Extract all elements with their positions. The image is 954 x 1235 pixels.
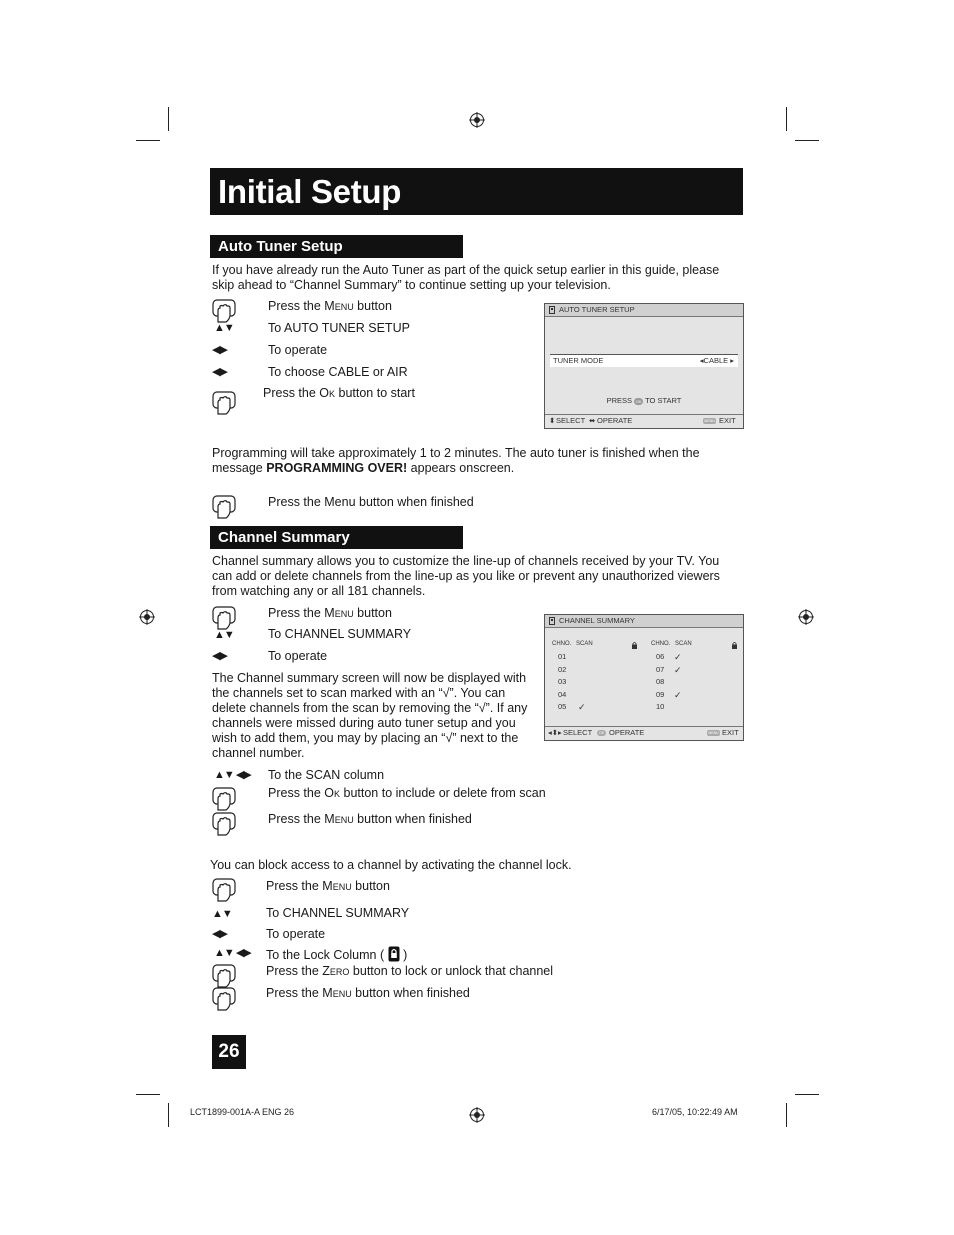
registration-mark-icon — [469, 112, 485, 128]
crop-mark — [795, 1094, 819, 1095]
step-press-menu-finished: Press the Menu button when finished — [268, 812, 472, 826]
hand-press-icon — [212, 877, 236, 903]
step-press-ok-include: Press the Ok button to include or delete from scan — [268, 786, 546, 800]
list-item: 08 — [656, 677, 665, 686]
step-press-menu-finished: Press the Menu button when finished — [266, 986, 470, 1000]
four-way-arrows-icon: ▲▼ ◀▶ — [214, 769, 251, 781]
channel-summary-description: The Channel summary screen will now be displayed with the channels set to scan marked with an “√”. You can delete channels from the scan by removing the “√”. If any channels were missed during auto tuner setup and you wish to add them, you may by placing an “√” next to the channel number. — [212, 671, 528, 760]
hand-press-icon — [212, 786, 236, 812]
list-item: 04 — [558, 689, 567, 699]
press-ok-prompt: PRESS OK TO START — [606, 396, 682, 405]
registration-mark-icon — [469, 1107, 485, 1123]
left-right-arrows-icon: ◀▶ — [212, 366, 227, 378]
scan-check — [578, 651, 586, 664]
step-press-zero-lock: Press the Zero button to lock or unlock that channel — [266, 964, 554, 978]
auto-tuner-screen — [544, 303, 744, 429]
step-to-lock-column: To the Lock Column ( ) — [266, 948, 408, 962]
up-down-arrows-icon: ▲▼ — [212, 908, 232, 920]
list-item: 07 — [656, 664, 665, 674]
scan-check: ✓ — [674, 664, 682, 675]
step-press-menu-finished: Press the Menu button when finished — [268, 495, 474, 509]
crop-mark — [795, 140, 819, 141]
up-down-icon: ⬍ — [549, 416, 556, 425]
crop-mark — [168, 107, 169, 131]
scan-check — [674, 701, 682, 714]
step-to-operate: To operate — [266, 927, 326, 941]
channel-summary-intro: Channel summary allows you to customize the line-up of channels received by your TV. You can add or delete channels from the line-up as you like or prevent any unauthorized viewers from watching any or all 181 channels. — [212, 554, 720, 598]
left-right-arrows-icon: ◀▶ — [212, 344, 227, 356]
step-press-menu: Press the Menu button — [266, 879, 390, 893]
page-title: Initial Setup — [210, 168, 743, 215]
four-way-arrows-icon: ◂⬍▸ — [548, 728, 562, 737]
scan-check — [578, 689, 586, 702]
right-channel-list — [656, 651, 664, 714]
footer-timestamp: 6/17/05, 10:22:49 AM — [652, 1107, 738, 1117]
step-press-menu: Press the Menu button — [268, 606, 392, 620]
left-right-icon: ⬌ — [589, 416, 596, 425]
screen-header: CHANNEL SUMMARY — [545, 615, 743, 628]
tv-icon — [549, 306, 555, 314]
screen-header: AUTO TUNER SETUP — [545, 304, 743, 317]
crop-mark — [168, 1103, 169, 1127]
menu-button-icon: MENU — [708, 731, 719, 735]
scan-check — [578, 664, 586, 677]
page-number: 26 — [212, 1035, 246, 1069]
list-item: 05 — [558, 702, 567, 711]
channel-summary-screen: CHANNEL SUMMARY CHNO. SCAN CHNO. SCAN 01 02 03 04 05 ✓ 06 07 08 09 10 ✓ ✓ ✓ ◂⬍▸ SELECT OK OPERATE MENU EXIT — [544, 614, 744, 741]
scan-check: ✓ — [674, 652, 682, 662]
step-to-channel-summary: To CHANNEL SUMMARY — [268, 627, 412, 641]
lock-icon — [632, 642, 637, 649]
scan-check: ✓ — [674, 689, 682, 700]
step-to-auto-tuner-setup: To AUTO TUNER SETUP — [268, 321, 410, 335]
auto-tuner-intro: If you have already run the Auto Tuner as part of the quick setup earlier in this guide, please skip ahead to “Channel Summary” to continue setting up your television. — [212, 263, 720, 292]
step-to-operate: To operate — [268, 649, 328, 663]
tuner-mode-row: TUNER MODE ◂CABLE ▸ — [550, 354, 738, 367]
step-press-ok-start: Press the Ok button to start — [263, 386, 415, 400]
menu-button-icon: MENU — [704, 419, 715, 423]
left-scan-column — [578, 651, 586, 714]
left-right-arrows-icon: ◀▶ — [212, 650, 227, 662]
tv-icon — [549, 617, 555, 625]
scan-check — [578, 676, 586, 689]
hand-press-icon — [212, 390, 236, 416]
step-to-channel-summary: To CHANNEL SUMMARY — [266, 906, 410, 920]
step-choose-cable-air: To choose CABLE or AIR — [268, 365, 408, 379]
crop-mark — [136, 1094, 160, 1095]
list-item: 10 — [656, 702, 665, 711]
list-item: 06 — [656, 652, 665, 661]
scan-check: ✓ — [578, 702, 586, 712]
hand-press-icon — [212, 811, 236, 837]
crop-mark — [786, 107, 787, 131]
up-down-arrows-icon: ▲▼ — [214, 322, 234, 334]
crop-mark — [136, 140, 160, 141]
list-item: 02 — [558, 664, 567, 674]
section-heading-auto-tuner: Auto Tuner Setup — [210, 235, 463, 258]
tuner-mode-value: ◂CABLE ▸ — [699, 356, 734, 365]
lock-intro: You can block access to a channel by activating the channel lock. — [210, 858, 572, 872]
registration-mark-icon — [139, 609, 155, 625]
scan-check — [674, 676, 682, 689]
footer-doc-id: LCT1899-001A-A ENG 26 — [190, 1107, 295, 1117]
lock-icon — [388, 946, 400, 962]
ok-button-icon: OK — [598, 731, 605, 735]
list-item: 09 — [656, 689, 665, 699]
programming-note: Programming will take approximately 1 to 2 minutes. The auto tuner is finished when the message PROGRAMMING OVER! appears onscreen. — [212, 446, 700, 475]
left-right-arrows-icon: ◀▶ — [212, 928, 227, 940]
registration-mark-icon — [798, 609, 814, 625]
ok-button-icon: OK — [635, 398, 642, 404]
section-heading-channel-summary: Channel Summary — [210, 526, 463, 549]
screen-footer: ◂⬍▸ SELECT OK OPERATE MENU EXIT — [545, 726, 743, 740]
list-item: 01 — [558, 652, 567, 661]
left-channel-list — [558, 651, 566, 714]
four-way-arrows-icon: ▲▼ ◀▶ — [214, 947, 251, 959]
hand-press-icon — [212, 986, 236, 1012]
up-down-arrows-icon: ▲▼ — [214, 629, 234, 641]
hand-press-icon — [212, 494, 236, 520]
screen-footer: ⬍ SELECT ⬌ OPERATE MENU EXIT — [545, 414, 743, 428]
list-item: 03 — [558, 677, 567, 686]
step-press-menu: Press the Menu button — [268, 299, 392, 313]
right-scan-column — [674, 651, 682, 714]
step-to-scan-column: To the SCAN column — [268, 768, 385, 782]
crop-mark — [786, 1103, 787, 1127]
step-to-operate: To operate — [268, 343, 328, 357]
lock-icon — [732, 642, 737, 649]
